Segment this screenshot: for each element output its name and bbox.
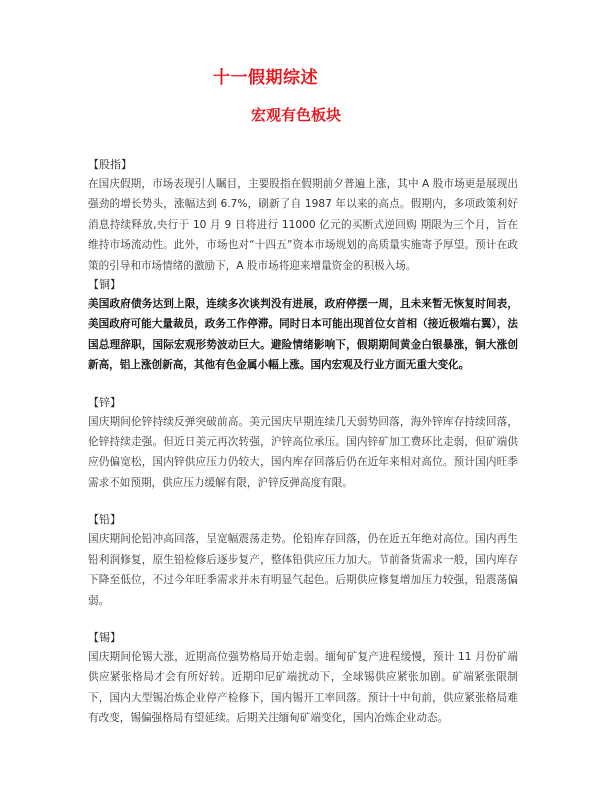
section-paragraph: 在国庆假期，市场表现引人瞩目，主要股指在假期前夕普遍上涨，其中 A 股市场更是展现出强劲的增长势头，涨幅达到 6.7%，刷新了自 1987 年以来的高点。假期内，多项政策利好消息持续释放,央行于 10 月 9 日将进行 11000 亿元的买断式逆回购 期限为三个月，旨在维持市场流动性。此外，市场也对“十四五”资本市场规划的高质量实施寄予厚望。预计在政策的引导和市场情绪的激励下，A 股市场将迎来增量资金的积极入场。 [88, 178, 518, 272]
section-paragraph: 国庆期间伦锡大涨，近期高位强势格局开始走弱。缅甸矿复产进程缓慢，预计 11 月份矿端供应紧张格局才会有所好转。近期印尼矿端扰动下，全球锡供应紧张加剧。矿端紧张限制下，国内大型锡冶炼企业停产检修下，国内锡开工率回落。预计十中旬前，供应紧张格局难有改变，锡偏强格局有望延续。后期关注缅甸矿端变化，国内冶炼企业动态。 [88, 650, 518, 725]
page-title: 十一假期综述 [213, 68, 318, 88]
section-heading: 【锌】 [88, 395, 121, 409]
page-subtitle: 宏观有色板块 [251, 106, 342, 124]
section-tin [88, 629, 518, 729]
section-paragraph: 国庆期间伦铅冲高回落，呈宽幅震荡走势。伦铅库存回落，仍在近五年绝对高位。国内再生铅利润修复，原生铅检修后逐步复产，整体铅供应压力加大。节前备货需求一般，国内库存下降至低位，不过今年旺季需求并未有明显气起色。后期供应修复增加压力较强，铅震荡偏弱。 [88, 533, 518, 607]
section-heading: 【股指】 [88, 158, 132, 171]
section-heading: 【铅】 [88, 513, 121, 527]
section-heading: 【铜】 [88, 278, 121, 292]
section-copper [88, 276, 518, 376]
report-body [88, 156, 518, 729]
section-heading: 【锡】 [88, 630, 121, 644]
section-stock-index [88, 156, 518, 276]
section-paragraph: 美国政府债务达到上限，连续多次谈判没有进展，政府停摆一周，且未来暂无恢复时间表，美国政府可能大量裁员，政务工作停滞。同时日本可能出现首位女首相（接近极端右翼），法国总理辞职，国际宏观形势波动巨大。避险情绪影响下，假期期间黄金白银暴涨，铜大涨创新高，铝上涨创新高，其他有色金属小幅上涨。国内宏观及行业方面无重大变化。 [88, 298, 518, 372]
section-zinc [88, 394, 518, 494]
section-lead [88, 511, 518, 611]
section-paragraph: 国庆期间伦锌持续反弹突破前高。美元国庆早期连续几天弱势回落，海外锌库存持续回落，伦锌持续走强。但近日美元再次转强，沪锌高位承压。国内锌矿加工费环比走弱，但矿端供应仍偏宽松，国内锌供应压力仍较大，国内库存回落后仍在近年来相对高位。预计国内旺季需求不如预期，供应压力缓解有限，沪锌反弹高度有限。 [88, 415, 518, 489]
